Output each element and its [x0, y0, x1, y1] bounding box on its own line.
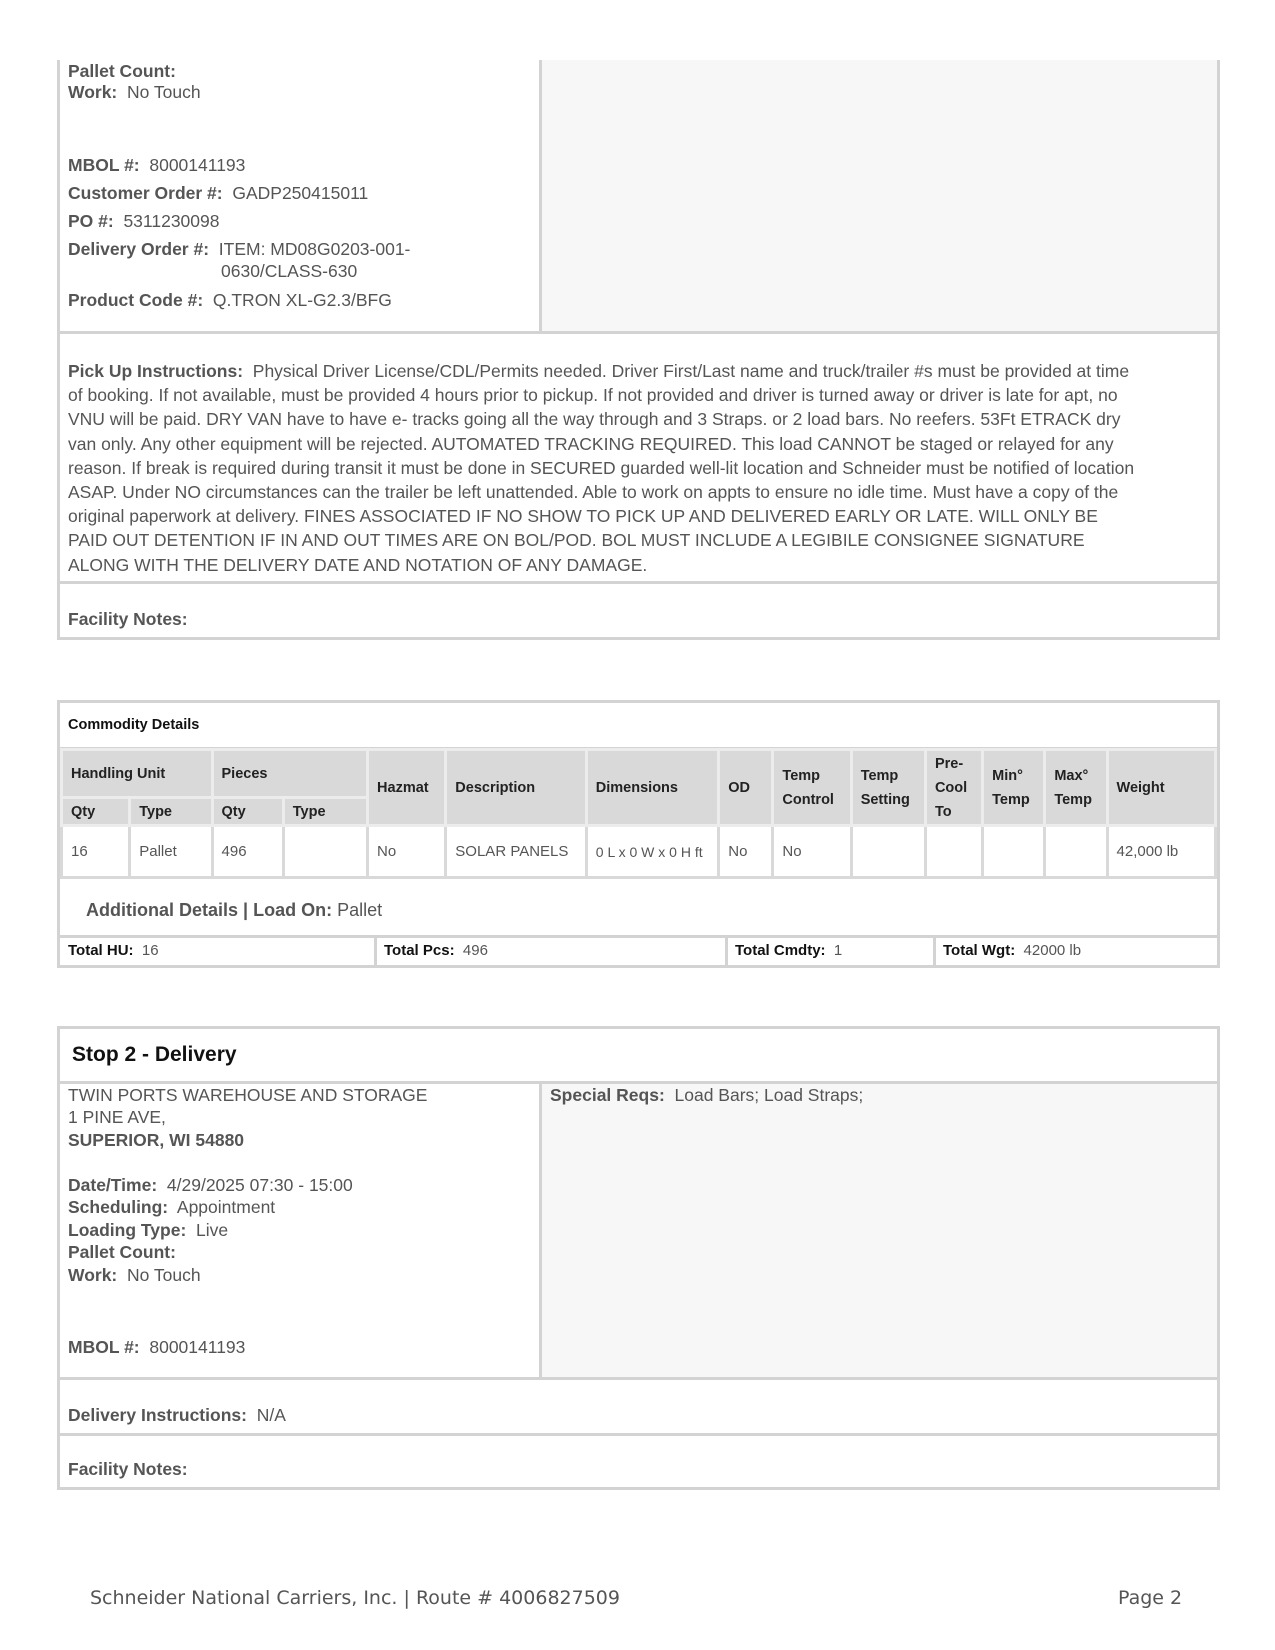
total-pcs-value: 496: [462, 942, 488, 959]
mbol-value: 8000141193: [149, 155, 246, 175]
consignee-city-state-zip: SUPERIOR, WI 54880: [68, 1130, 245, 1150]
stop1-section: [57, 60, 1220, 640]
datetime-value: 4/29/2025 07:30 - 15:00: [166, 1175, 353, 1195]
total-hu: [68, 942, 159, 959]
total-wgt: [943, 942, 1081, 959]
delivery-order-value-line2: 0630/CLASS-630: [221, 261, 358, 281]
work-value: No Touch: [127, 1265, 201, 1285]
stop2-details-panel: [60, 1084, 542, 1377]
datetime-label: Date/Time:: [68, 1175, 158, 1195]
cell-hu-qty: 16: [62, 826, 130, 878]
total-cmdty-label: Total Cmdty:: [735, 942, 826, 959]
commodity-table: [60, 748, 1217, 879]
cell-weight: 42,000 lb: [1107, 826, 1215, 878]
divider: [60, 1377, 1217, 1380]
mbol-value: 8000141193: [149, 1337, 246, 1357]
mbol-row: [68, 154, 245, 177]
pickup-instructions-line: reason. If break is required during transit it must be done in SECURED guarded well-lit location and Schneider must be notified of location: [68, 457, 1135, 478]
col-pcs-qty: Qty: [212, 798, 283, 826]
scheduling-value: Appointment: [176, 1197, 276, 1217]
customer-order-label: Customer Order #:: [68, 183, 223, 203]
cell-dimensions: 0 L x 0 W x 0 H ft: [586, 826, 718, 878]
col-hu-qty: Qty: [62, 798, 130, 826]
cell-hazmat: No: [368, 826, 446, 878]
special-reqs-label: Special Reqs:: [550, 1085, 665, 1105]
cell-temp-setting: [851, 826, 925, 878]
col-max-temp: Max° Temp: [1045, 750, 1107, 826]
po-value: 5311230098: [123, 211, 220, 231]
pickup-instructions-line: PAID OUT DETENTION IF IN AND OUT TIMES ARE ON BOL/POD. BOL MUST INCLUDE A LEGIBILE CONSIGNEE SIGNATURE: [68, 530, 1085, 551]
delivery-order-label: Delivery Order #:: [68, 239, 210, 259]
po-label: PO #:: [68, 211, 114, 231]
total-cmdty: [735, 942, 842, 959]
totals-row: [60, 935, 1217, 965]
pickup-instructions-line: VNU will be paid. DRY VAN have to have e- tracks going all the way through and 3 Straps. or 2 load bars. No reefers. 53Ft ETRACK dry: [68, 409, 1121, 430]
pickup-instructions-label: Pick Up Instructions:: [68, 361, 244, 381]
additional-details: [86, 900, 382, 921]
load-on-value: Pallet: [337, 900, 383, 920]
col-dimensions: Dimensions: [586, 750, 718, 826]
pallet-count-label: Pallet Count:: [68, 1242, 176, 1262]
divider: [60, 581, 1217, 584]
total-wgt-value: 42000 lb: [1023, 942, 1082, 959]
total-hu-value: 16: [141, 942, 159, 959]
stop1-notes-panel: [542, 60, 1217, 331]
pickup-instructions-line: ASAP. Under NO circumstances can the trailer be left unattended. Able to work on appts to ensure no idle time. Must have a copy of the: [68, 482, 1119, 503]
scheduling-label: Scheduling:: [68, 1197, 169, 1217]
customer-order-row: [68, 182, 368, 205]
stop2-title: Stop 2 - Delivery: [72, 1043, 237, 1066]
cell-pre-cool-to: [925, 826, 982, 878]
divider: [60, 331, 1217, 334]
footer-route: Schneider National Carriers, Inc. | Route # 4006827509: [90, 1587, 620, 1609]
pickup-instructions: [68, 359, 1211, 577]
cell-temp-control: No: [773, 826, 851, 878]
work-label: Work:: [68, 82, 118, 102]
cell-od: No: [719, 826, 773, 878]
col-weight: Weight: [1107, 750, 1215, 826]
total-cmdty-value: 1: [833, 942, 843, 959]
datetime-row: [68, 1174, 353, 1197]
mbol-label: MBOL #:: [68, 155, 140, 175]
work-row: [68, 81, 201, 104]
customer-order-value: GADP250415011: [232, 183, 369, 203]
divider: [374, 938, 377, 968]
col-pre-cool-to: Pre-Cool To: [925, 750, 982, 826]
pallet-count-row: [68, 60, 176, 83]
col-hu-type: Type: [130, 798, 212, 826]
col-pcs-type: Type: [283, 798, 367, 826]
table-row: [62, 826, 1216, 878]
special-reqs-value: Load Bars; Load Straps;: [674, 1085, 864, 1105]
work-value: No Touch: [127, 82, 201, 102]
delivery-order-row-cont: [221, 260, 357, 283]
cell-min-temp: [983, 826, 1045, 878]
loading-type-value: Live: [196, 1220, 229, 1240]
divider: [725, 938, 728, 968]
pallet-count-label: Pallet Count:: [68, 61, 176, 81]
loading-type-row: [68, 1219, 228, 1242]
separator: |: [243, 900, 254, 920]
total-pcs: [384, 942, 488, 959]
delivery-instructions-value: N/A: [256, 1405, 286, 1425]
commodity-details-section: [57, 700, 1220, 968]
total-pcs-label: Total Pcs:: [384, 942, 455, 959]
col-temp-setting: Temp Setting: [851, 750, 925, 826]
delivery-instructions-row: [68, 1404, 286, 1427]
product-code-row: [68, 289, 392, 312]
col-temp-control: Temp Control: [773, 750, 851, 826]
delivery-order-row: [68, 238, 410, 261]
pickup-instructions-line: Physical Driver License/CDL/Permits needed. Driver First/Last name and truck/trailer #s must be provided at time: [252, 361, 1130, 381]
col-handling-unit: Handling Unit: [62, 750, 213, 798]
consignee-name: TWIN PORTS WAREHOUSE AND STORAGE: [68, 1085, 428, 1105]
stop1-details-panel: [60, 60, 542, 331]
stop2-special-reqs-panel: [542, 1084, 1217, 1377]
total-wgt-label: Total Wgt:: [943, 942, 1016, 959]
cell-description: SOLAR PANELS: [446, 826, 586, 878]
special-reqs-row: [550, 1084, 863, 1107]
pickup-instructions-line: original paperwork at delivery. FINES ASSOCIATED IF NO SHOW TO PICK UP AND DELIVERED EARLY OR LATE. WILL ONLY BE: [68, 506, 1098, 527]
delivery-instructions-label: Delivery Instructions:: [68, 1405, 247, 1425]
pickup-instructions-line: ALONG WITH THE DELIVERY DATE AND NOTATION OF ANY DAMAGE.: [68, 554, 648, 575]
col-od: OD: [719, 750, 773, 826]
commodity-details-title: Commodity Details: [68, 717, 200, 733]
delivery-order-value-line1: ITEM: MD08G0203-001-: [218, 239, 411, 259]
po-row: [68, 210, 219, 233]
product-code-label: Product Code #:: [68, 290, 204, 310]
cell-hu-type: Pallet: [130, 826, 212, 878]
facility-notes-label: Facility Notes:: [68, 609, 188, 629]
divider: [933, 938, 936, 968]
mbol-row: [68, 1336, 245, 1359]
work-row: [68, 1264, 201, 1287]
stop2-section: [57, 1026, 1220, 1490]
col-pieces: Pieces: [212, 750, 368, 798]
total-hu-label: Total HU:: [68, 942, 134, 959]
cell-max-temp: [1045, 826, 1107, 878]
pickup-instructions-line: of booking. If not available, must be provided 4 hours prior to pickup. If not provided and driver is turned away or driver is late for apt, no: [68, 385, 1118, 406]
additional-details-label: Additional Details: [86, 900, 239, 920]
load-on-label: Load On:: [253, 900, 333, 920]
facility-notes-label: Facility Notes:: [68, 1459, 188, 1479]
scheduling-row: [68, 1196, 275, 1219]
work-label: Work:: [68, 1265, 118, 1285]
col-min-temp: Min° Temp: [983, 750, 1045, 826]
pickup-instructions-line: van only. Any other equipment will be rejected. AUTOMATED TRACKING REQUIRED. This load CANNOT be staged or relayed for any: [68, 433, 1114, 454]
col-description: Description: [446, 750, 586, 826]
cell-pcs-type: [283, 826, 367, 878]
product-code-value: Q.TRON XL-G2.3/BFG: [212, 290, 392, 310]
footer-page-number: Page 2: [1118, 1587, 1183, 1609]
col-hazmat: Hazmat: [368, 750, 446, 826]
table-header-row: [62, 750, 1216, 798]
mbol-label: MBOL #:: [68, 1337, 140, 1357]
loading-type-label: Loading Type:: [68, 1220, 187, 1240]
divider: [60, 1433, 1217, 1436]
consignee-street: 1 PINE AVE,: [68, 1107, 166, 1127]
cell-pcs-qty: 496: [212, 826, 283, 878]
